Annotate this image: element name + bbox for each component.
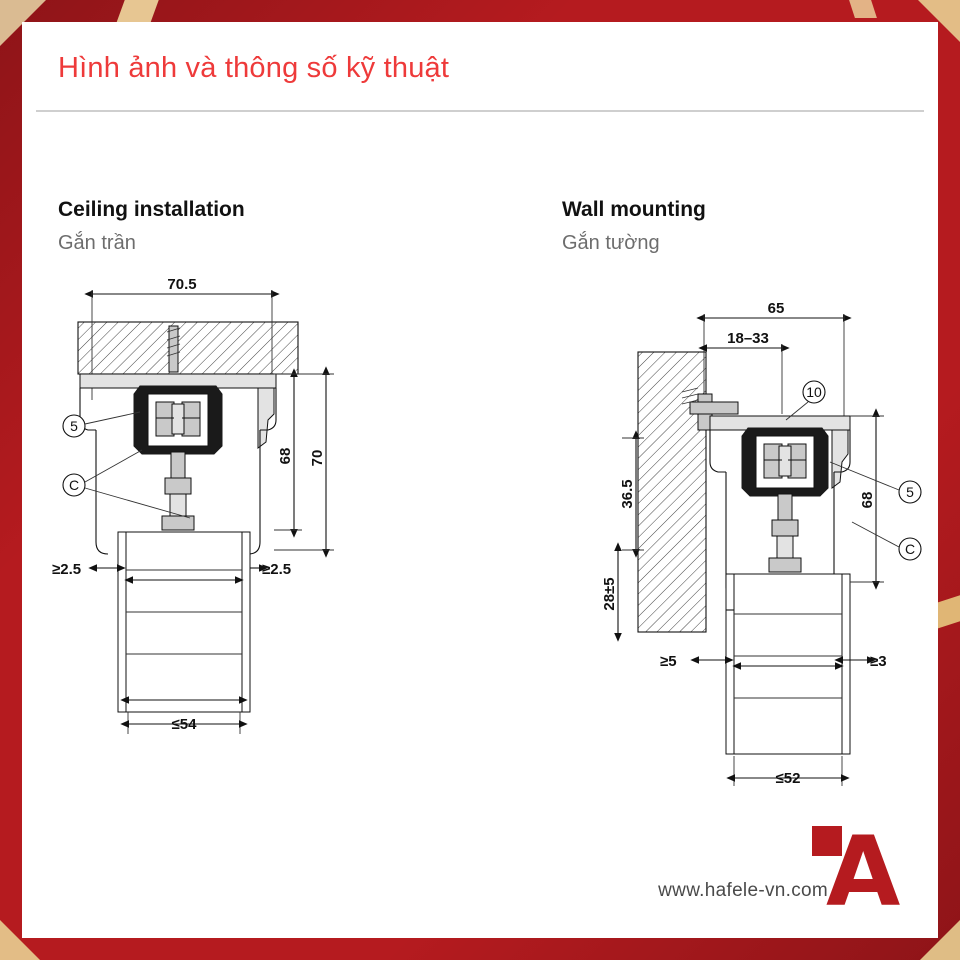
svg-text:68: 68	[277, 447, 294, 465]
figure-wall-mounting	[601, 300, 921, 787]
technical-drawings	[22, 22, 938, 938]
figure-1-heading-en: Ceiling installation	[58, 198, 245, 221]
svg-text:10: 10	[806, 384, 822, 400]
svg-text:5: 5	[906, 484, 914, 500]
content-card	[22, 22, 938, 938]
ceiling-screw	[167, 326, 180, 372]
door-panel	[118, 532, 250, 712]
svg-text:≤52: ≤52	[775, 770, 801, 787]
svg-text:36.5: 36.5	[619, 479, 636, 509]
svg-text:68: 68	[859, 491, 876, 509]
svg-text:65: 65	[767, 300, 785, 317]
figure-2-heading-vi: Gắn tường	[562, 232, 660, 254]
ribbon-decoration-top-right	[849, 0, 877, 18]
hafele-logo	[812, 816, 916, 928]
figure-ceiling-installation	[52, 276, 334, 734]
svg-text:C: C	[904, 541, 916, 557]
svg-text:5: 5	[70, 418, 78, 434]
figure-2-heading-en: Wall mounting	[562, 198, 706, 221]
website-url: www.hafele-vn.com	[658, 880, 828, 901]
svg-text:70.5: 70.5	[167, 276, 197, 293]
roller-assembly	[156, 402, 200, 436]
svg-text:28±5: 28±5	[601, 577, 618, 611]
dim-min-3: ≥3	[870, 653, 887, 670]
door-panel-wall	[726, 574, 850, 754]
figure-1-heading-vi: Gắn trần	[58, 232, 136, 254]
svg-text:≤54: ≤54	[171, 716, 197, 733]
dim-min-2-5-right: ≥2.5	[262, 561, 292, 578]
svg-text:18–33: 18–33	[727, 330, 769, 347]
svg-text:70: 70	[309, 449, 326, 467]
dim-min-5: ≥5	[660, 653, 677, 670]
logo-letter: A	[826, 816, 901, 928]
dim-min-2-5-left: ≥2.5	[52, 561, 82, 578]
svg-text:C: C	[68, 477, 80, 493]
page-title: Hình ảnh và thông số kỹ thuật	[58, 52, 450, 84]
